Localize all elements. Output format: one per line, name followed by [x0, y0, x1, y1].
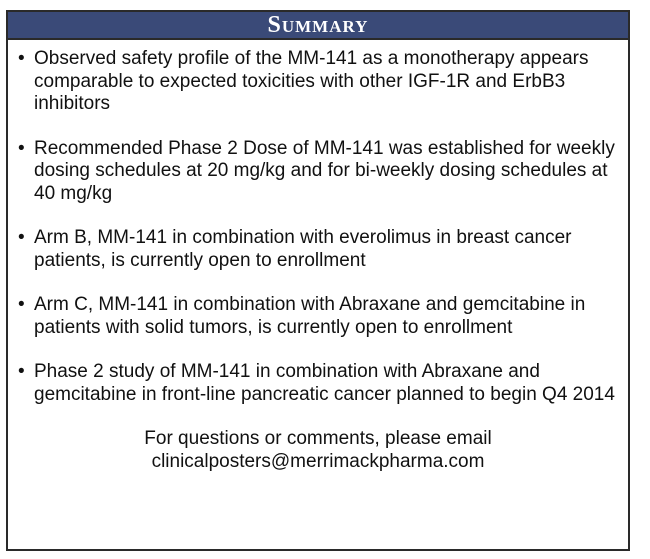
bullet-marker-icon: •	[18, 294, 25, 315]
bullet-marker-icon: •	[18, 361, 25, 382]
bullet-marker-icon: •	[18, 227, 25, 248]
summary-bullet	[18, 48, 618, 116]
bullet-text: Observed safety profile of the MM-141 as a monotherapy appears comparable to expected toxicities with other IGF-1R and ErbB3 inhibitors	[34, 48, 589, 114]
bullet-marker-icon: •	[18, 137, 25, 159]
summary-bullet	[18, 227, 618, 272]
summary-bullet	[18, 294, 618, 339]
bullet-text: Arm B, MM-141 in combination with everolimus in breast cancer patients, is currently open to enrollment	[34, 227, 572, 271]
summary-header	[8, 12, 628, 40]
bullet-text: Recommended Phase 2 Dose of MM-141 was established for weekly dosing schedules at 20 mg/kg and for bi-weekly dosing schedules at 40 mg/kg	[34, 137, 615, 204]
summary-panel	[6, 10, 630, 551]
summary-title: Summary	[267, 12, 369, 38]
bullet-text: Arm C, MM-141 in combination with Abraxane and gemcitabine in patients with solid tumors, is currently open to enrollment	[34, 294, 586, 338]
contact-email-link[interactable]: clinicalposters@merrimackpharma.com	[151, 450, 485, 472]
bullet-marker-icon: •	[18, 48, 25, 69]
summary-bullet	[18, 361, 618, 406]
summary-bullet-list	[8, 40, 628, 406]
bullet-text: Phase 2 study of MM-141 in combination with Abraxane and gemcitabine in front-line pancreatic cancer planned to begin Q4 2014	[34, 361, 615, 405]
summary-bullet	[18, 138, 618, 206]
contact-prompt: For questions or comments, please email	[144, 428, 492, 449]
contact-block	[8, 428, 628, 473]
